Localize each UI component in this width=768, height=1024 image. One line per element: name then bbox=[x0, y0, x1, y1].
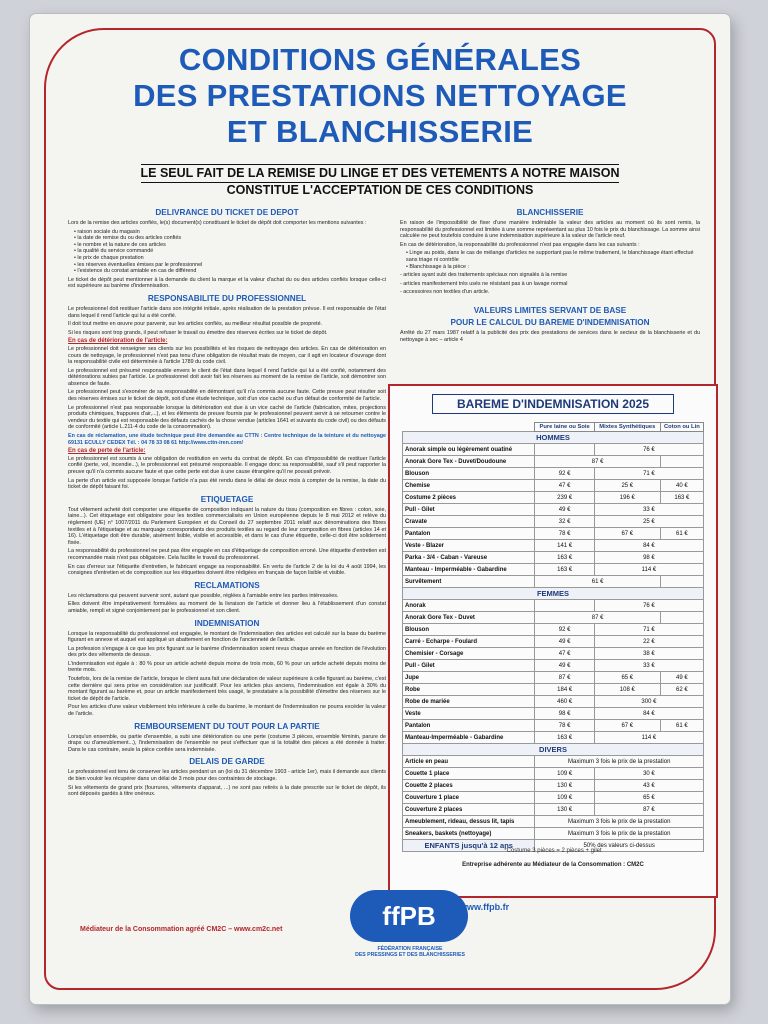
left-column bbox=[68, 204, 386, 800]
value-cell: 92 € bbox=[535, 624, 594, 636]
table-row bbox=[403, 648, 704, 660]
value-cell: 87 € bbox=[594, 804, 703, 816]
table-row bbox=[403, 516, 704, 528]
paragraph: Le professionnel est présumé responsable envers le client de l'état dans lequel il rend l'article qui lui a été confié, notamment des détériorations subies par l'article. Le professionnel doit avoir fait les réserves au moment de la remise de l'article, soit démontrer son absence de faute. bbox=[68, 367, 386, 387]
subheading-deterioration: En cas de détérioration de l'article: bbox=[68, 338, 168, 345]
value-cell: 32 € bbox=[535, 516, 594, 528]
page-title bbox=[70, 42, 690, 150]
value-cell: 108 € bbox=[594, 684, 660, 696]
value-cell: 65 € bbox=[594, 792, 703, 804]
value-cell: 163 € bbox=[535, 564, 594, 576]
heading-responsabilite: RESPONSABILITE DU PROFESSIONNEL bbox=[147, 293, 307, 303]
value-cell: 61 € bbox=[660, 528, 703, 540]
list-item: • les réserves éventuelles émises par le professionnel bbox=[74, 262, 386, 269]
value-cell: 78 € bbox=[535, 528, 594, 540]
value-cell: 71 € bbox=[594, 624, 703, 636]
table-row bbox=[403, 732, 704, 744]
value-cell: 163 € bbox=[660, 492, 703, 504]
row-label: Cravate bbox=[403, 516, 535, 528]
row-label: Blouson bbox=[403, 468, 535, 480]
paragraph: Si les risques sont trop grands, il peut refuser le travail ou émettre des réserves écrites sur le ticket de dépôt. bbox=[68, 329, 328, 336]
delivrance-intro: Lors de la remise des articles confiés, le(s) document(s) constituant le ticket de dépôt doit comporter les mentions suivantes : bbox=[68, 220, 367, 226]
value-cell: 84 € bbox=[594, 540, 703, 552]
delivrance-list bbox=[68, 229, 386, 275]
row-label: Veste - Blazer bbox=[403, 540, 535, 552]
value-cell bbox=[660, 612, 703, 624]
paragraph: Toutefois, lors de la remise de l'article, lorsque le client aura fait une déclaration de valeur supérieure à celle figurant au barème, c'est cette dernière qui sera prise en considération sur justificatif. Pour les articles plus anciens, l'indemnisation est égale à 30% du montant figurant au barème et, pour un article manifestement très usagé, le prestataire a la possibilité d'émettre des réserves sur le ticket de dépôt de l'article. bbox=[68, 676, 386, 702]
value-cell bbox=[660, 456, 703, 468]
row-label: Anorak bbox=[403, 600, 535, 612]
row-label: Pull - Gilet bbox=[403, 660, 535, 672]
subheading-perte: En cas de perte de l'article: bbox=[68, 448, 146, 455]
table-row bbox=[403, 708, 704, 720]
table-row bbox=[403, 624, 704, 636]
bareme-body bbox=[403, 432, 704, 852]
heading-valeurs-2: POUR LE CALCUL DU BAREME D'INDEMNISATION bbox=[450, 317, 650, 327]
paragraph: Le professionnel est tenu de conserver les articles pendant un an (loi du 31 décembre 1903 - article 1er), mais il demande aux clients de bien vouloir les récupérer dans un délai de 3 mois pour des contraintes de stockage. bbox=[68, 769, 386, 782]
value-cell: 49 € bbox=[535, 660, 594, 672]
section-row bbox=[403, 432, 704, 444]
value-cell: 87 € bbox=[535, 456, 660, 468]
ffpb-logo bbox=[350, 890, 470, 970]
row-label: Sneakers, baskets (nettoyage) bbox=[403, 828, 535, 840]
table-row bbox=[403, 768, 704, 780]
list-item: • raison sociale du magasin bbox=[74, 229, 386, 236]
paragraph: Le professionnel n'est pas responsable lorsque la détérioration est due à un vice caché de l'article (fabrication, mites, projections produits chimiques, frappures d'air,...), et les éléments de preuve fournis par le professionnel peuvent servir à se retourner contre le vendeur du textile qui est responsable des défauts cachés de la chose vendue (articles 1641 et suivants du code civil) ou des défauts de conformité (article L.211-4 du code de la consommation). bbox=[68, 404, 386, 431]
table-row bbox=[403, 468, 704, 480]
paragraph: Pour les articles d'une valeur visiblement très inférieure à celle du barème, le montant de l'indemnisation ne pourra excéder la valeur de l'article. bbox=[68, 704, 386, 718]
value-cell: 76 € bbox=[594, 600, 703, 612]
value-cell: 49 € bbox=[535, 504, 594, 516]
paragraph: Il doit tout mettre en œuvre pour parvenir, sur les articles confiés, au meilleur résultat possible de propreté. bbox=[68, 321, 323, 328]
row-label: Chemisier - Corsage bbox=[403, 648, 535, 660]
value-cell: 460 € bbox=[535, 696, 594, 708]
paragraph: En cas d'erreur sur l'étiquette d'entretien, le fabricant engage sa responsabilité. En vertu de l'article 2 de la loi du 4 août 1994, les consignes d'entretien et de composition sur les étiquettes doivent être rédigées en français de façon lisible et visible. bbox=[68, 563, 386, 577]
row-label: Pantalon bbox=[403, 528, 535, 540]
logo-sub-line-2: DES PRESSINGS ET DES BLANCHISSERIES bbox=[355, 952, 465, 959]
value-cell: 163 € bbox=[535, 552, 594, 564]
list-item: • la date de remise du ou des articles confiés bbox=[74, 235, 386, 242]
table-row bbox=[403, 480, 704, 492]
row-label: Anorak Gore Tex - Duvet bbox=[403, 612, 535, 624]
value-cell: 300 € bbox=[594, 696, 703, 708]
value-cell: 47 € bbox=[535, 480, 594, 492]
heading-valeurs-1: VALEURS LIMITES SERVANT DE BASE bbox=[473, 305, 627, 315]
paragraph: Le professionnel est soumis à une obligation de restitution en vertu du contrat de dépôt. En cas d'impossibilité de restituer l'article confié (perte, vol, incendie...), le professionnel est présumé responsable. Il engage donc sa responsabilité, sauf s'il peut rapporter la preuve qu'il n'a commis aucune faute et que cette perte est due à une cause étrangère qu'il ne pouvait prévoir. bbox=[68, 455, 386, 475]
list-item: • l'existence du constat amiable en cas de différend bbox=[74, 268, 386, 275]
title-line-2: DES PRESTATIONS NETTOYAGE bbox=[133, 78, 627, 113]
heading-delais: DELAIS DE GARDE bbox=[189, 757, 265, 767]
subtitle-line-2: CONSTITUE L'ACCEPTATION DE CES CONDITIONS bbox=[226, 183, 534, 197]
value-cell: Maximum 3 fois le prix de la prestation bbox=[535, 816, 704, 828]
value-cell: 43 € bbox=[594, 780, 703, 792]
paragraph: Le professionnel peut s'exonérer de sa responsabilité en démontrant qu'il n'a commis aucune faute. Cette preuve peut résulter soit des réserves émises sur le ticket de dépôt, soit d'une étude technique, soit d'un vice caché ou d'un défaut de conformité de l'article. bbox=[68, 389, 386, 403]
value-cell: 130 € bbox=[535, 780, 594, 792]
column-header: Pure laine ou Soie bbox=[535, 423, 594, 432]
bareme-table bbox=[402, 422, 704, 852]
value-cell: 61 € bbox=[535, 576, 660, 588]
enfants-label: ENFANTS jusqu'à 12 ans bbox=[403, 840, 535, 852]
table-row bbox=[403, 684, 704, 696]
bareme-note: *Costume 3 pièces = 2 pièces + gilet bbox=[504, 848, 602, 854]
value-cell: 71 € bbox=[594, 468, 703, 480]
table-row bbox=[403, 456, 704, 468]
dash-item-text: articles ayant subi des traitements spéciaux non signalés à la remise bbox=[403, 272, 568, 279]
table-row bbox=[403, 444, 704, 456]
subtitle bbox=[100, 164, 660, 198]
heading-remboursement: REMBOURSEMENT DU TOUT POUR LA PARTIE bbox=[134, 721, 320, 731]
row-label: Parka - 3/4 - Caban - Vareuse bbox=[403, 552, 535, 564]
value-cell: 22 € bbox=[594, 636, 703, 648]
paragraph: La responsabilité du professionnel ne peut pas être engagée en cas d'étiquetage de composition erroné. Une étiquette d'entretien est recommandée mais n'est pas obligatoire. Cela facilite le travail du professionnel. bbox=[68, 548, 386, 561]
row-label: Pantalon bbox=[403, 720, 535, 732]
value-cell: 141 € bbox=[535, 540, 594, 552]
paragraph: Elles doivent être impérativement formulées au moment de la livraison de l'article et donner lieu à l'établissement d'un constat amiable, rempli et signé conjointement par le professionnel et son client. bbox=[68, 601, 386, 614]
title-line-3: ET BLANCHISSERIE bbox=[226, 114, 534, 149]
table-row bbox=[403, 696, 704, 708]
column-header: Coton ou Lin bbox=[660, 423, 703, 432]
row-label: Anorak Gore Tex - Duvet/Doudoune bbox=[403, 456, 535, 468]
value-cell bbox=[660, 576, 703, 588]
bareme-title: BAREME D'INDEMNISATION 2025 bbox=[432, 394, 674, 414]
value-cell: 114 € bbox=[594, 564, 703, 576]
table-row bbox=[403, 576, 704, 588]
dash-item: - articles manifestement très usés ne résistant pas à un lavage normal bbox=[400, 280, 568, 287]
section-label: DIVERS bbox=[403, 744, 704, 756]
paragraph: Arrêté du 27 mars 1987 relatif à la publicité des prix des prestations de services dans le secteur de la blanchisserie et du nettoyage à sec – article 4 bbox=[400, 329, 700, 343]
delivrance-outro: Le ticket de dépôt peut mentionner à la demande du client la marque et la valeur d'achat du ou des articles confiés lorsque celle-ci est supérieure au barème d'indemnisation. bbox=[68, 276, 386, 290]
table-row bbox=[403, 612, 704, 624]
bareme-footer: Entreprise adhérente au Médiateur de la Consommation : CM2C bbox=[462, 862, 644, 868]
table-row bbox=[403, 504, 704, 516]
value-cell: 38 € bbox=[594, 648, 703, 660]
row-label: Couette 1 place bbox=[403, 768, 535, 780]
value-cell: 92 € bbox=[535, 468, 594, 480]
row-label: Article en peau bbox=[403, 756, 535, 768]
value-cell: 47 € bbox=[535, 648, 594, 660]
value-cell: 67 € bbox=[594, 720, 660, 732]
logo-subtitle bbox=[340, 946, 480, 959]
table-row bbox=[403, 792, 704, 804]
value-cell: 98 € bbox=[535, 708, 594, 720]
section-row bbox=[403, 744, 704, 756]
value-cell bbox=[535, 600, 594, 612]
paragraph: L'indemnisation est égale à : 80 % pour un article acheté depuis moins de trois mois, 60 % pour un article acheté depuis moins de trente mois. bbox=[68, 660, 386, 674]
cttn-contact: En cas de réclamation, une étude technique peut être demandée au CTTN : Centre technique de la teinture et du nettoyage 69131 ECULLY CEDEX Tél. : 04 78 33 08 61 http://www.cttn-iren.com/ bbox=[68, 433, 386, 446]
value-cell: 130 € bbox=[535, 804, 594, 816]
bareme-box bbox=[388, 384, 718, 898]
row-label: Manteau - Imperméable - Gabardine bbox=[403, 564, 535, 576]
value-cell: 49 € bbox=[660, 672, 703, 684]
table-row bbox=[403, 756, 704, 768]
row-label: Manteau-Imperméable - Gabardine bbox=[403, 732, 535, 744]
table-corner bbox=[403, 423, 535, 432]
section-label: HOMMES bbox=[403, 432, 704, 444]
paragraph: En raison de l'impossibilité de fixer d'une manière indéniable la valeur des articles au moment où ils sont remis, la responsabilité du professionnel est limitée à une somme représentant au plus 10 fois le prix du blanchissage. La somme ainsi calculée ne peut toutefois conduire à une indemnisation supérieure à la valeur de l'article neuf. bbox=[400, 220, 700, 240]
row-label: Carré - Echarpe - Foulard bbox=[403, 636, 535, 648]
value-cell: 76 € bbox=[594, 444, 703, 456]
table-row bbox=[403, 660, 704, 672]
title-line-1: CONDITIONS GÉNÉRALES bbox=[178, 42, 582, 77]
value-cell: 87 € bbox=[535, 612, 660, 624]
value-cell: 25 € bbox=[594, 480, 660, 492]
row-label: Chemise bbox=[403, 480, 535, 492]
heading-indemnisation: INDEMNISATION bbox=[194, 618, 260, 628]
dash-item: - accessoires non textiles d'un article. bbox=[400, 289, 490, 296]
paragraph: Les réclamations qui peuvent survenir sont, autant que possible, réglées à l'amiable entre les parties intéressées. bbox=[68, 592, 339, 599]
value-cell: 239 € bbox=[535, 492, 594, 504]
row-label: Survêtement bbox=[403, 576, 535, 588]
table-row bbox=[403, 780, 704, 792]
value-cell: 62 € bbox=[660, 684, 703, 696]
table-row bbox=[403, 528, 704, 540]
value-cell: 196 € bbox=[594, 492, 660, 504]
value-cell: 40 € bbox=[660, 480, 703, 492]
enfants-value: 50% des valeurs ci-dessus bbox=[535, 840, 704, 852]
heading-delivrance: DELIVRANCE DU TICKET DE DEPOT bbox=[155, 208, 299, 217]
row-label: Costume 2 pièces bbox=[403, 492, 535, 504]
table-row bbox=[403, 720, 704, 732]
table-row bbox=[403, 540, 704, 552]
row-label: Veste bbox=[403, 708, 535, 720]
list-item: • le nombre et la nature de ces articles bbox=[74, 242, 386, 249]
value-cell: 30 € bbox=[594, 768, 703, 780]
row-label: Couverture 2 places bbox=[403, 804, 535, 816]
row-label: Blouson bbox=[403, 624, 535, 636]
value-cell: 114 € bbox=[594, 732, 703, 744]
table-row bbox=[403, 564, 704, 576]
right-column bbox=[400, 204, 700, 345]
value-cell: 49 € bbox=[535, 636, 594, 648]
row-label: Couverture 1 place bbox=[403, 792, 535, 804]
table-row bbox=[403, 600, 704, 612]
table-row bbox=[403, 672, 704, 684]
section-row bbox=[403, 588, 704, 600]
paragraph: Le professionnel doit renseigner ses clients sur les possibilités et les risques de nettoyage des articles. En cas de détérioration en cours de nettoyage, le professionnel n'est pas tenu d'une obligation de résultat mais de moyen, car il agit en locateur d'ouvrage dont la responsabilité civile est déterminée à l'article 1789 du code civil. bbox=[68, 345, 386, 366]
heading-reclamations: RECLAMATIONS bbox=[194, 580, 260, 590]
notice-board bbox=[30, 14, 730, 1004]
logo-mark: ffPB bbox=[350, 890, 468, 942]
blanchisserie-list bbox=[400, 250, 700, 270]
value-cell: 163 € bbox=[535, 732, 594, 744]
row-label: Couette 2 places bbox=[403, 780, 535, 792]
value-cell: 184 € bbox=[535, 684, 594, 696]
value-cell: 67 € bbox=[594, 528, 660, 540]
value-cell: 33 € bbox=[594, 504, 703, 516]
dash-item-text: articles manifestement très usés ne résistant pas à un lavage normal bbox=[403, 280, 568, 287]
value-cell: 25 € bbox=[594, 516, 703, 528]
table-row bbox=[403, 804, 704, 816]
paragraph: Si les vêtements de grand prix (fourrures, vêtements d'apparat, ...) ne sont pas retirés à la date prescrite sur le ticket de dépôt, ils sont déposés gardés à titre onéreux. bbox=[68, 784, 386, 798]
row-label: Pull - Gilet bbox=[403, 504, 535, 516]
dash-item-text: accessoires non textiles d'un article. bbox=[403, 289, 490, 296]
paragraph: En cas de détérioration, la responsabilité du professionnel n'est pas engagée dans les cas suivants : bbox=[400, 241, 640, 248]
paragraph: La profession s'engage à ce que les prix figurant sur le barème d'indemnisation soient revus chaque année en fonction de l'évolution des prix des vêtements de dessus. bbox=[68, 645, 386, 659]
paragraph: La perte d'un article est supposée lorsque l'article n'a pas été rendu dans le délai de deux mois à compter de la remise, la date du ticket de dépôt faisant foi. bbox=[68, 477, 386, 491]
paragraph: Lorsque la responsabilité du professionnel est engagée, le montant de l'indemnisation des articles est calculé sur la base du barème figurant en annexe et auquel est appliqué un abattement en fonction de l'ancienneté de l'article. bbox=[68, 630, 386, 644]
heading-blanchisserie: BLANCHISSERIE bbox=[516, 208, 584, 217]
row-label: Jupe bbox=[403, 672, 535, 684]
value-cell: Maximum 3 fois le prix de la prestation bbox=[535, 828, 704, 840]
row-label: Anorak simple ou légèrement ouatiné bbox=[403, 444, 535, 456]
list-item: • le prix de chaque prestation bbox=[74, 255, 386, 262]
table-row bbox=[403, 816, 704, 828]
table-row bbox=[403, 492, 704, 504]
heading-etiquetage: ETIQUETAGE bbox=[200, 494, 254, 504]
website-link[interactable]: www.ffpb.fr bbox=[460, 902, 510, 912]
value-cell: 61 € bbox=[660, 720, 703, 732]
dash-item: - articles ayant subi des traitements spéciaux non signalés à la remise bbox=[400, 272, 568, 279]
value-cell: 65 € bbox=[594, 672, 660, 684]
row-label: Robe de mariée bbox=[403, 696, 535, 708]
list-item: • Linge au poids, dans le cas de mélange d'articles ne supportant pas le même traitement, le blanchissage étant effectué sans triage ni contrôle bbox=[406, 250, 700, 263]
value-cell bbox=[535, 444, 594, 456]
value-cell: 84 € bbox=[594, 708, 703, 720]
paragraph: Lorsqu'un ensemble, ou partie d'ensemble, a subi une détérioration ou une perte (costume 3 pièces, ensemble féminin, parure de draps ou d'ameublement...), l'indemnisation de l'ensemble ne peut s'effectuer que si la totalité des pièces a été donnée à traiter. Dans le cas contraire, seule la pièce confiée sera indemnisée. bbox=[68, 733, 386, 753]
table-row bbox=[403, 636, 704, 648]
paragraph: Tout vêtement acheté doit comporter une étiquette de composition indiquant la nature du tissu (composition en fibres : coton, soie, laine...). Cet étiquetage est obligatoire pour les textiles commercialisés en Union européenne depuis le 8 mai 2012 et relève du règlement (UE) n° 1007/2011 du Parlement Européen et du Conseil du 27 septembre 2011 relatif aux dénominations des fibres textiles et à l'étiquetage et au marquage correspondants des produits textiles au regard de leur composition en fibres (articles 14 et 16). L'étiquetage doit être durable, aisément lisible, visible et accessible, et dans le cas d'une étiquette, celle-ci doit être solidement fixée. bbox=[68, 506, 386, 546]
value-cell: 98 € bbox=[594, 552, 703, 564]
value-cell: 78 € bbox=[535, 720, 594, 732]
paragraph: Le professionnel doit restituer l'article dans son intégrité initiale, après réalisation de la prestation prévue. Il est responsable de l'état dans lequel il rend l'article qui lui a été confié. bbox=[68, 305, 386, 319]
list-item: • la qualité du service commandé bbox=[74, 248, 386, 255]
section-label: FEMMES bbox=[403, 588, 704, 600]
value-cell: 33 € bbox=[594, 660, 703, 672]
value-cell: 87 € bbox=[535, 672, 594, 684]
value-cell: 109 € bbox=[535, 792, 594, 804]
mediator-text: Médiateur de la Consommation agréé CM2C – www.cm2c.net bbox=[80, 926, 283, 933]
row-label: Robe bbox=[403, 684, 535, 696]
row-label: Ameublement, rideau, dessus lit, tapis bbox=[403, 816, 535, 828]
value-cell: Maximum 3 fois le prix de la prestation bbox=[535, 756, 704, 768]
logo-sub-line-1: FÉDÉRATION FRANÇAISE bbox=[377, 946, 443, 952]
value-cell: 109 € bbox=[535, 768, 594, 780]
table-row bbox=[403, 828, 704, 840]
table-row bbox=[403, 552, 704, 564]
list-item: • Blanchissage à la pièce : bbox=[406, 264, 700, 271]
subtitle-line-1: LE SEUL FAIT DE LA REMISE DU LINGE ET DES VETEMENTS A NOTRE MAISON bbox=[141, 164, 620, 183]
column-header: Mixtes Synthétiques bbox=[594, 423, 660, 432]
